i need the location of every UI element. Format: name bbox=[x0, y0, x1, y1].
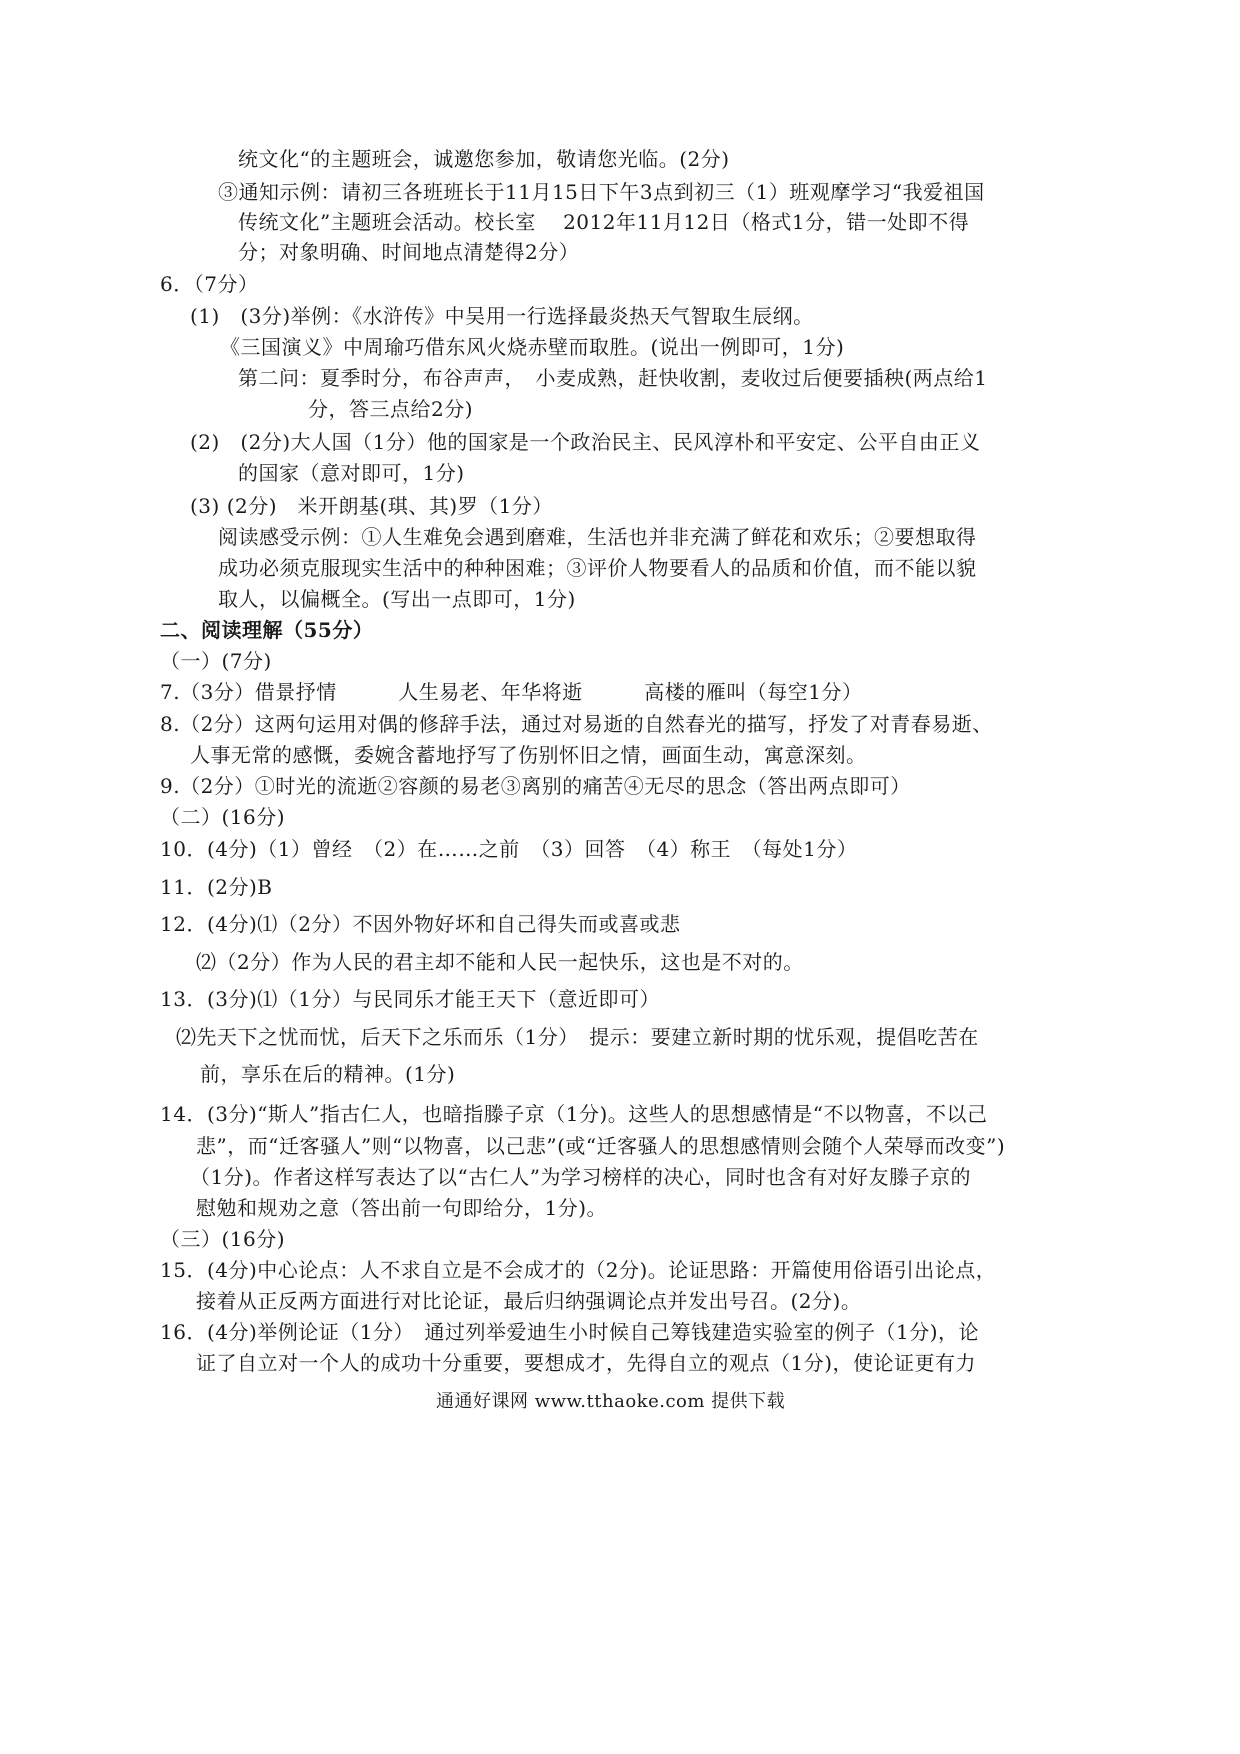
text-line: 7.（3分）借景抒情 人生易老、年华将逝 高楼的雁叫（每空1分） bbox=[160, 680, 863, 704]
text-line: 取人，以偏概全。(写出一点即可，1分) bbox=[218, 587, 576, 611]
text-line: 慰勉和规劝之意（答出前一句即给分，1分)。 bbox=[196, 1196, 608, 1220]
text-line: 分；对象明确、时间地点清楚得2分） bbox=[238, 240, 580, 264]
text-line: 8.（2分）这两句运用对偶的修辞手法，通过对易逝的自然春光的描写，抒发了对青春易逝、 bbox=[160, 712, 993, 736]
page-footer: 通通好课网 www.tthaoke.com 提供下载 bbox=[436, 1391, 786, 1412]
section-heading: 二、阅读理解（55分） bbox=[160, 618, 374, 642]
text-line: 证了自立对一个人的成功十分重要，要想成才，先得自立的观点（1分)，使论证更有力 bbox=[196, 1351, 977, 1375]
text-line: 分，答三点给2分) bbox=[308, 397, 474, 421]
text-line: 16．(4分)举例论证（1分） 通过列举爱迪生小时候自己筹钱建造实验室的例子（1分)，论 bbox=[160, 1320, 980, 1344]
subsection-heading: （一）(7分) bbox=[160, 649, 272, 673]
text-line: 人事无常的感慨，委婉含蓄地抒写了伤别怀旧之情，画面生动，寓意深刻。 bbox=[190, 743, 867, 767]
subsection-heading: （三）(16分) bbox=[160, 1227, 286, 1251]
text-line: ⑵先天下之忧而忧，后天下之乐而乐（1分） 提示：要建立新时期的忧乐观，提倡吃苦在 bbox=[176, 1025, 979, 1049]
text-line: 传统文化”主题班会活动。校长室 2012年11月12日（格式1分，错一处即不得 bbox=[238, 210, 970, 234]
text-line: (3) (2分) 米开朗基(琪、其)罗（1分） bbox=[190, 494, 553, 518]
text-line: ⑵（2分）作为人民的君主却不能和人民一起快乐，这也是不对的。 bbox=[196, 950, 804, 974]
text-line: 15．(4分)中心论点：人不求自立是不会成才的（2分)。论证思路：开篇使用俗语引出论点， bbox=[160, 1258, 997, 1282]
question-6-heading: 6．（7分） bbox=[160, 272, 259, 296]
text-line: 接着从正反两方面进行对比论证，最后归纳强调论点并发出号召。(2分)。 bbox=[196, 1289, 862, 1313]
text-line: 《三国演义》中周瑜巧借东风火烧赤壁而取胜。(说出一例即可，1分) bbox=[220, 335, 845, 359]
text-line: 悲”，而“迁客骚人”则“以物喜，以己悲”(或“迁客骚人的思想感情则会随个人荣辱而改变”) bbox=[196, 1134, 1006, 1158]
subsection-heading: （二）(16分) bbox=[160, 805, 286, 829]
text-line: 9.（2分）①时光的流逝②容颜的易老③离别的痛苦④无尽的思念（答出两点即可） bbox=[160, 774, 911, 798]
text-line: (1) (3分)举例：《水浒传》中吴用一行选择最炎热天气智取生辰纲。 bbox=[190, 304, 814, 328]
text-line: 统文化“的主题班会，诚邀您参加，敬请您光临。(2分) bbox=[238, 147, 730, 171]
text-line: (2) (2分)大人国（1分）他的国家是一个政治民主、民风淳朴和平安定、公平自由正义 bbox=[190, 430, 981, 454]
text-line: 阅读感受示例：①人生难免会遇到磨难，生活也并非充满了鲜花和欢乐；②要想取得 bbox=[218, 525, 977, 549]
text-line: 的国家（意对即可，1分) bbox=[238, 461, 465, 485]
text-line: 11．(2分)B bbox=[160, 875, 273, 899]
text-line: 14．(3分)“斯人”指古仁人，也暗指滕子京（1分)。这些人的思想感情是“不以物喜，不以己 bbox=[160, 1102, 988, 1126]
text-line: ③通知示例：请初三各班班长于11月15日下午3点到初三（1）班观摩学习“我爱祖国 bbox=[218, 180, 985, 204]
text-line: 12．(4分)⑴（2分）不因外物好坏和自己得失而或喜或悲 bbox=[160, 912, 681, 936]
text-line: 10．(4分)（1）曾经 （2）在……之前 （3）回答 （4）称王 （每处1分） bbox=[160, 837, 858, 861]
text-line: 成功必须克服现实生活中的种种困难；③评价人物要看人的品质和价值，而不能以貌 bbox=[218, 556, 977, 580]
text-line: 第二问：夏季时分，布谷声声， 小麦成熟，赶快收割，麦收过后便要插秧(两点给1 bbox=[238, 366, 988, 390]
text-line: （1分)。作者这样写表达了以“古仁人”为学习榜样的决心，同时也含有对好友滕子京的 bbox=[190, 1165, 971, 1189]
text-line: 前，享乐在后的精神。(1分) bbox=[200, 1062, 456, 1086]
text-line: 13．(3分)⑴（1分）与民同乐才能王天下（意近即可） bbox=[160, 987, 661, 1011]
